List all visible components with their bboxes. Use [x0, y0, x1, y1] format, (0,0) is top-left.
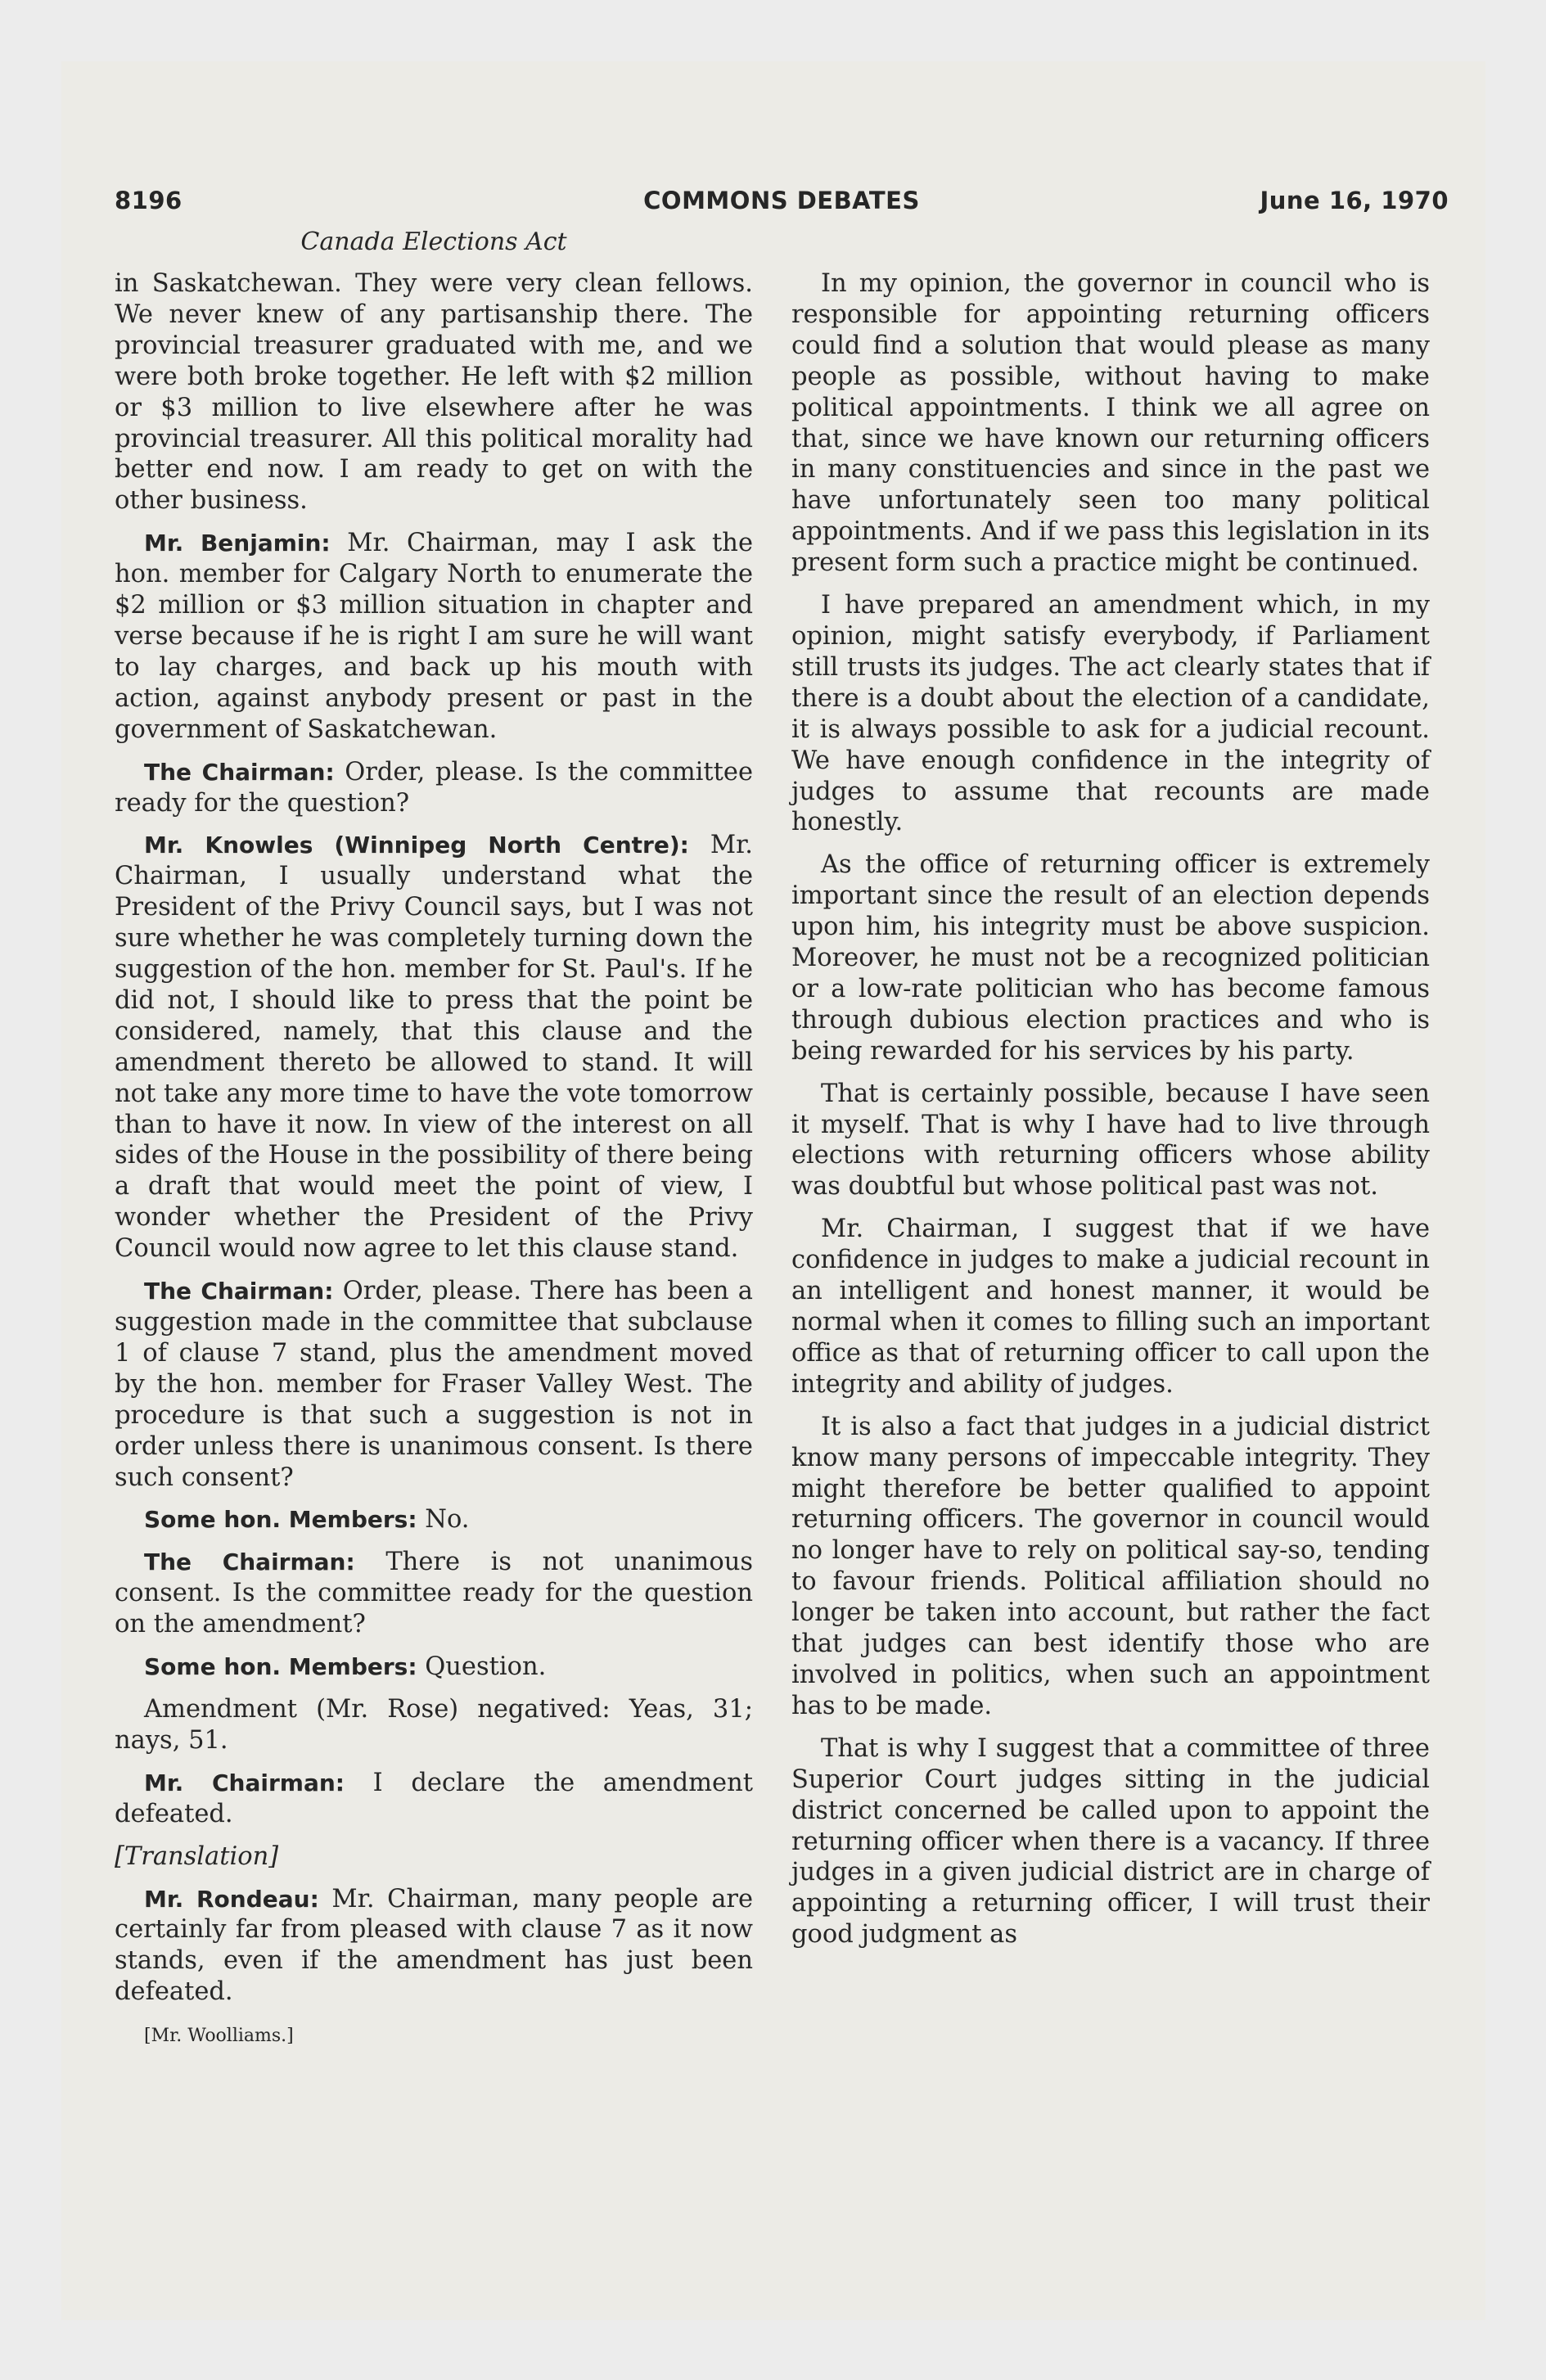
paragraph: As the office of returning officer is extremely important since the result of an election depends upon him, his integrity must be above suspicion. Moreover, he must not be a recognized politician or a low-rate politician who has become famous through dubious election practices and who is being rewarded for his services by his party.	[791, 850, 1430, 1066]
page-date: June 16, 1970	[1260, 187, 1449, 214]
speaker-name: Mr. Chairman:	[144, 1769, 345, 1796]
speech: Mr. Benjamin: Mr. Chairman, may I ask the hon. member for Calgary North to enumerate the $2 million or $3 million situation in chapter and verse because if he is right I am sure he will want to lay charges, and back up his mouth with action, against anybody present or past in the government of Saskatchewan.	[115, 529, 753, 744]
speaker-name: Some hon. Members:	[144, 1653, 417, 1681]
speech: Mr. Rondeau: Mr. Chairman, many people are certainly far from pleased with clause 7 as it now stands, even if the amendment has just been defeated.	[115, 1884, 754, 2007]
paragraph: That is certainly possible, because I have seen it myself. That is why I have had to live through elections with returning officers whose ability was doubtful but whose political past was not.	[791, 1079, 1430, 1201]
translation-marker: [Translation]	[115, 1841, 279, 1871]
paragraph: In my opinion, the governor in council who is responsible for appointing returning officers could find a solution that would please as many people as possible, without having to make political appointments. I think we all agree on that, since we have known our returning officers in many constituencies and since in the past we have unfortunately seen too many political appointments. And if we pass this legislation in its present form such a practice might be continued.	[791, 269, 1430, 578]
right-column	[791, 268, 1430, 1962]
paragraph: That is why I suggest that a committee of three Superior Court judges sitting in the judicial district concerned be called upon to appoint the returning officer when there is a vacancy. If three judges in a given judicial district are in charge of appointing a returning officer, I will trust their good judgment as	[791, 1733, 1430, 1950]
speaker-name: Mr. Knowles (Winnipeg North Centre):	[144, 832, 689, 859]
speech: The Chairman: Order, please. There has been a suggestion made in the committee that subclause 1 of clause 7 stand, plus the amendment moved by the hon. member for Fraser Valley West. The procedure is that such a suggestion is not in order unless there is unanimous consent. Is there such consent?	[115, 1277, 753, 1492]
speech: Some hon. Members: Question.	[144, 1652, 547, 1682]
speaker-name: Mr. Benjamin:	[144, 530, 331, 557]
speech: Mr. Chairman: I declare the amendment defeated.	[115, 1768, 753, 1828]
page-number: 8196	[115, 187, 183, 214]
subject-heading: Canada Elections Act	[300, 228, 567, 256]
paragraph: It is also a fact that judges in a judicial district know many persons of impeccable integrity. They might therefore be better qualified to appoint returning officers. The governor in council would no longer have to rely on political say-so, tending to favour friends. Political affiliation should no longer be taken into account, but rather the fact that judges can best identify those who are involved in politics, when such an appointment has to be made.	[791, 1412, 1430, 1720]
speaker-name: The Chairman:	[144, 1278, 334, 1305]
speech: The Chairman: Order, please. Is the committee ready for the question?	[115, 757, 753, 818]
speech: The Chairman: There is not unanimous consent. Is the committee ready for the question on the amendment?	[115, 1548, 753, 1639]
speaker-footer: [Mr. Woolliams.]	[144, 2026, 294, 2047]
vote-result: Amendment (Mr. Rose) negatived: Yeas, 31; nays, 51.	[115, 1694, 753, 1755]
speaker-name: The Chairman:	[144, 758, 335, 786]
left-column	[115, 268, 753, 2052]
speech: Some hon. Members: No.	[144, 1505, 470, 1535]
paragraph: I have prepared an amendment which, in my opinion, might satisfy everybody, if Parliament still trusts its judges. The act clearly states that if there is a doubt about the election of a candidate, it is always possible to ask for a judicial recount. We have enough confidence in the integrity of judges to assume that recounts are made honestly.	[791, 591, 1430, 837]
speech: Mr. Knowles (Winnipeg North Centre): Mr. Chairman, I usually understand what the President of the Privy Council says, but I was not sure whether he was completely turning down the suggestion of the hon. member for St. Paul's. If he did not, I should like to press that the point be considered, namely, that this clause and the amendment thereto be allowed to stand. It will not take any more time to have the vote tomorrow than to have it now. In view of the interest on all sides of the House in the possibility of there being a draft that would meet the point of view, I wonder whether the President of the Privy Council would now agree to let this clause stand.	[115, 831, 753, 1264]
paragraph: Mr. Chairman, I suggest that if we have confidence in judges to make a judicial recount in an intelligent and honest manner, it would be normal when it comes to filling such an important office as that of returning officer to call upon the integrity and ability of judges.	[791, 1215, 1430, 1399]
speaker-name: Mr. Rondeau:	[144, 1885, 319, 1913]
speaker-name: Some hon. Members:	[144, 1506, 417, 1534]
publication-title: COMMONS DEBATES	[643, 187, 920, 214]
paragraph: in Saskatchewan. They were very clean fellows. We never knew of any partisanship there. The provincial treasurer graduated with me, and we were both broke together. He left with $2 million or $3 million to live elsewhere after he was provincial treasurer. All this political morality had better end now. I am ready to get on with the other business.	[115, 269, 753, 516]
speaker-name: The Chairman:	[144, 1548, 355, 1576]
page-header	[115, 187, 1449, 219]
